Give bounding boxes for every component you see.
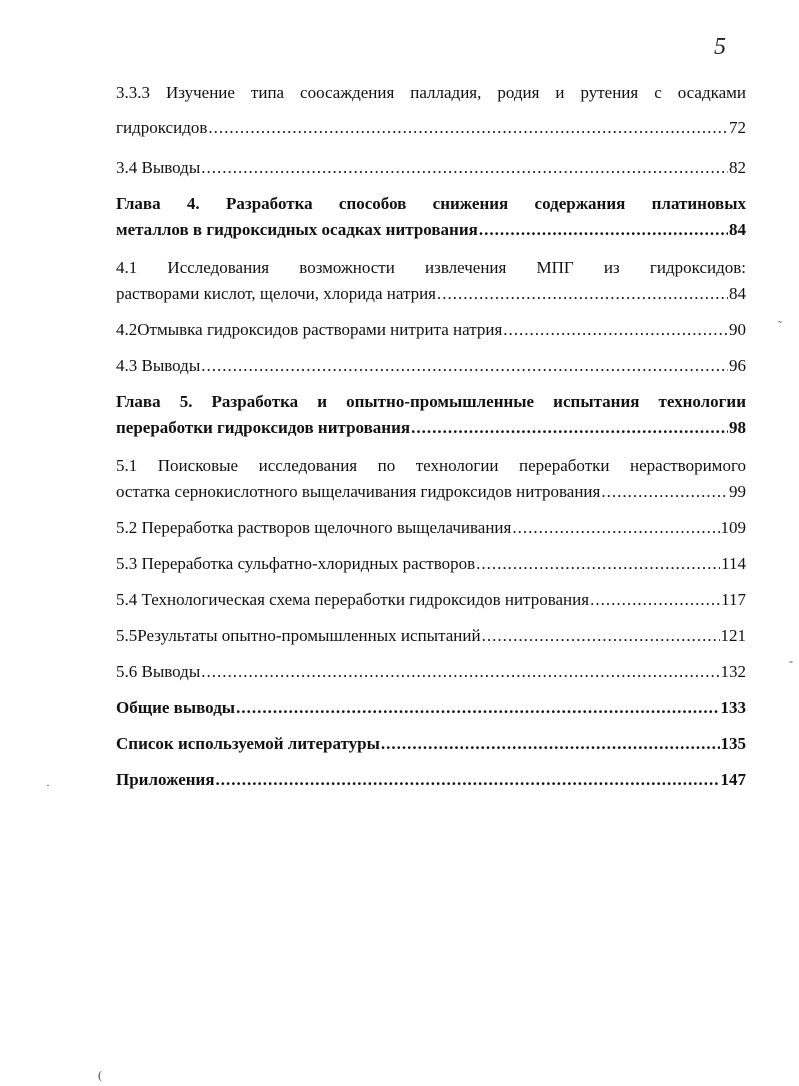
scan-speck: · [46,778,50,792]
toc-entry-title: 5.6 Выводы [116,662,201,681]
toc-entry-references [116,731,746,757]
leader-dots [512,515,719,541]
leader-dots [601,479,728,505]
toc-entry-page: 90 [729,320,746,339]
toc-entry-appendices [116,767,746,793]
toc-entry-5-3 [116,551,746,577]
table-of-contents [116,76,746,793]
toc-entry-title: растворами кислот, щелочи, хлорида натрия [116,284,437,303]
leader-dots [201,353,728,379]
toc-entry-title: 5.5Результаты опытно-промышленных испытаний [116,626,481,645]
toc-entry-title: 3.4 Выводы [116,158,201,177]
page-number: 5 [714,34,726,60]
toc-entry-page: 84 [729,220,746,239]
toc-entry-page: 96 [729,356,746,375]
toc-entry-page: 132 [720,662,746,681]
leader-dots [479,217,728,243]
toc-entry-heading: Глава 4. Разработка способов снижения содержания платиновых [116,194,746,213]
toc-entry-chapter-5 [116,389,746,441]
toc-entry-page: 147 [720,770,746,789]
scan-speck: - [789,654,793,668]
leader-dots [437,281,728,307]
leader-dots [411,415,728,441]
toc-entry-page: 98 [729,418,746,437]
toc-entry-page: 135 [720,734,746,753]
toc-entry-page: 72 [729,118,746,137]
toc-entry-page: 133 [720,698,746,717]
leader-dots [590,587,720,613]
toc-entry-title: гидроксидов [116,118,208,137]
toc-entry-title: 5.4 Технологическая схема переработки гидроксидов нитрования [116,590,590,609]
toc-entry-title: 4.3 Выводы [116,356,201,375]
toc-entry-heading: Глава 5. Разработка и опытно-промышленные испытания технологии [116,392,746,411]
toc-entry-page: 84 [729,284,746,303]
toc-entry-title: 4.2Отмывка гидроксидов растворами нитрита натрия [116,320,503,339]
toc-entry-4-1 [116,255,746,307]
leader-dots [476,551,720,577]
toc-entry-heading: 4.1 Исследования возможности извлечения МПГ из гидроксидов: [116,258,746,277]
toc-entry-5-1 [116,453,746,505]
toc-entry-title: Общие выводы [116,698,236,717]
leader-dots [482,623,720,649]
toc-entry-5-5 [116,623,746,649]
toc-entry-heading: 5.1 Поисковые исследования по технологии переработки нерастворимого [116,456,746,475]
toc-entry-title: Список используемой литературы [116,734,380,753]
toc-entry-title: Приложения [116,770,215,789]
toc-entry-4-2 [116,317,746,343]
toc-entry-3-4 [116,155,746,181]
leader-dots [381,731,720,757]
toc-entry-5-2 [116,515,746,541]
toc-entry-heading: 3.3.3 Изучение типа соосаждения палладия, родия и рутения с осадками [116,83,746,102]
leader-dots [201,659,719,685]
toc-entry-title: 5.2 Переработка растворов щелочного выщелачивания [116,518,512,537]
leader-dots [216,767,720,793]
toc-entry-title: переработки гидроксидов нитрования [116,418,411,437]
toc-entry-3-3-3 [116,80,746,141]
toc-entry-page: 109 [720,518,746,537]
scan-speck: ˜ [778,318,782,332]
toc-entry-title: 5.3 Переработка сульфатно-хлоридных растворов [116,554,476,573]
toc-entry-4-3 [116,353,746,379]
leader-dots [236,695,719,721]
toc-entry-page: 121 [720,626,746,645]
toc-entry-5-4 [116,587,746,613]
toc-entry-page: 82 [729,158,746,177]
scan-speck: ( [98,1068,102,1082]
toc-entry-page: 117 [721,590,746,609]
toc-entry-title: металлов в гидроксидных осадках нитрования [116,220,478,239]
toc-entry-page: 114 [721,554,746,573]
leader-dots [503,317,728,343]
toc-entry-chapter-4 [116,191,746,243]
toc-entry-5-6 [116,659,746,685]
leader-dots [201,155,728,181]
toc-entry-title: остатка сернокислотного выщелачивания гидроксидов нитрования [116,482,601,501]
toc-entry-general-conclusions [116,695,746,721]
toc-entry-page: 99 [729,482,746,501]
leader-dots [208,115,728,141]
